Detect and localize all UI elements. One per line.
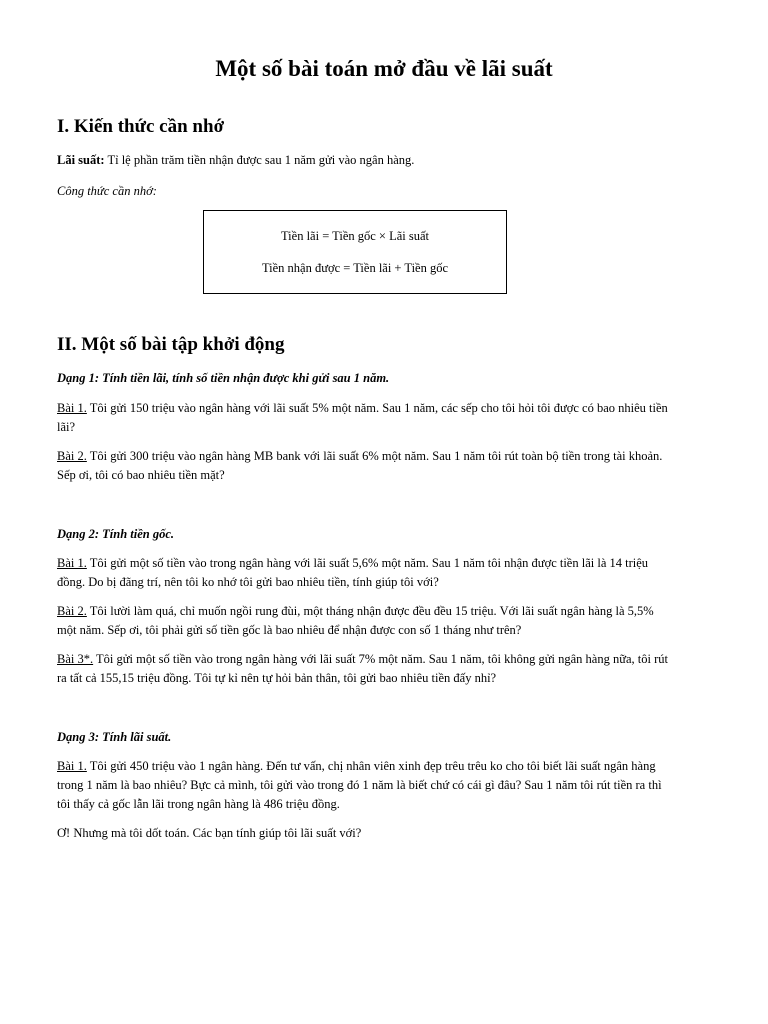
formula-label: Công thức cần nhớ: xyxy=(57,184,157,198)
document-title: Một số bài toán mở đầu về lãi suất xyxy=(215,56,553,81)
formula-total: Tiền nhận được = Tiền lãi + Tiền gốc xyxy=(261,261,449,275)
exercise-text: tôi thấy cả gốc lẫn lãi trong ngân hàng là 486 triệu đồng. xyxy=(57,797,340,811)
type-3-heading: Dạng 3: Tính lãi suất. xyxy=(57,730,172,744)
type-2-exercise-1 xyxy=(57,554,735,592)
definition-paragraph xyxy=(57,151,735,170)
exercise-text: Tôi gửi một số tiền vào trong ngân hàng với lãi suất 7% một năm. Sau 1 năm, tôi không gửi ngân hàng nữa, tôi rút xyxy=(93,652,669,666)
type-3-exercise-1 xyxy=(57,757,735,814)
formula-interest: Tiền lãi = Tiền gốc × Lãi suất xyxy=(280,229,430,243)
type-2-exercise-3 xyxy=(57,650,735,688)
exercise-text: Tôi gửi 150 triệu vào ngân hàng với lãi suất 5% một năm. Sau 1 năm, các sếp cho tôi hỏi tôi được có bao nhiêu tiền xyxy=(86,401,668,415)
exercise-text: Tôi lười làm quá, chỉ muốn ngồi rung đùi, một tháng nhận được đều đều 15 triệu. Với lãi suất ngân hàng là 5,5% xyxy=(86,604,654,618)
type-2-exercise-2 xyxy=(57,602,735,640)
exercise-text: ra tất cả 155,15 triệu đồng. Tôi tự kỉ nên tự hỏi bản thân, tôi gửi bao nhiêu tiền đấy nhỉ? xyxy=(57,671,497,685)
section-1-heading: I. Kiến thức cần nhớ xyxy=(57,116,225,137)
exercise-text: lãi? xyxy=(57,420,76,434)
type-1-exercise-1 xyxy=(57,399,735,437)
exercise-label: Bài 1. xyxy=(57,401,87,415)
section-2-heading: II. Một số bài tập khởi động xyxy=(57,334,285,355)
exercise-text: trong 1 năm là bao nhiêu? Bực cả mình, tôi gửi vào trong đó 1 năm là biết chứ có cái gì đâu? Sau 1 năm tôi rút tiền ra thì xyxy=(57,778,662,792)
exercise-label: Bài 1. xyxy=(57,759,87,773)
exercise-text: Tôi gửi 300 triệu vào ngân hàng MB bank với lãi suất 6% một năm. Sau 1 năm tôi rút toàn bộ tiền trong tài khoản. xyxy=(86,449,663,463)
formula-box xyxy=(203,210,507,294)
definition-text: Tỉ lệ phần trăm tiền nhận được sau 1 năm gửi vào ngân hàng. xyxy=(104,153,415,167)
exercise-label: Bài 2. xyxy=(57,449,87,463)
exercise-text: một năm. Sếp ơi, tôi phải gửi số tiền gốc là bao nhiêu để nhận được con số 1 tháng như trên? xyxy=(57,623,522,637)
type-1-heading: Dạng 1: Tính tiền lãi, tính số tiền nhận được khi gửi sau 1 năm. xyxy=(57,371,390,385)
type-3-closing: Ơ! Nhưng mà tôi dốt toán. Các bạn tính giúp tôi lãi suất với? xyxy=(57,826,362,840)
type-1-exercise-2 xyxy=(57,447,735,485)
exercise-text: Sếp ơi, tôi có bao nhiêu tiền mặt? xyxy=(57,468,225,482)
exercise-text: Tôi gửi 450 triệu vào 1 ngân hàng. Đến tư vấn, chị nhân viên xinh đẹp trêu trêu ko cho tôi biết lãi suất ngân hàng xyxy=(86,759,656,773)
definition-term: Lãi suất: xyxy=(57,153,105,167)
exercise-label: Bài 1. xyxy=(57,556,87,570)
exercise-text: Tôi gửi một số tiền vào trong ngân hàng với lãi suất 5,6% một năm. Sau 1 năm tôi nhận được tiền lãi là 14 triệu xyxy=(86,556,649,570)
type-2-heading: Dạng 2: Tính tiền gốc. xyxy=(57,527,175,541)
exercise-label: Bài 2. xyxy=(57,604,87,618)
exercise-label: Bài 3*. xyxy=(57,652,94,666)
exercise-text: đồng. Do bị đãng trí, nên tôi ko nhớ tôi gửi bao nhiêu tiền, tính giúp tôi với? xyxy=(57,575,439,589)
